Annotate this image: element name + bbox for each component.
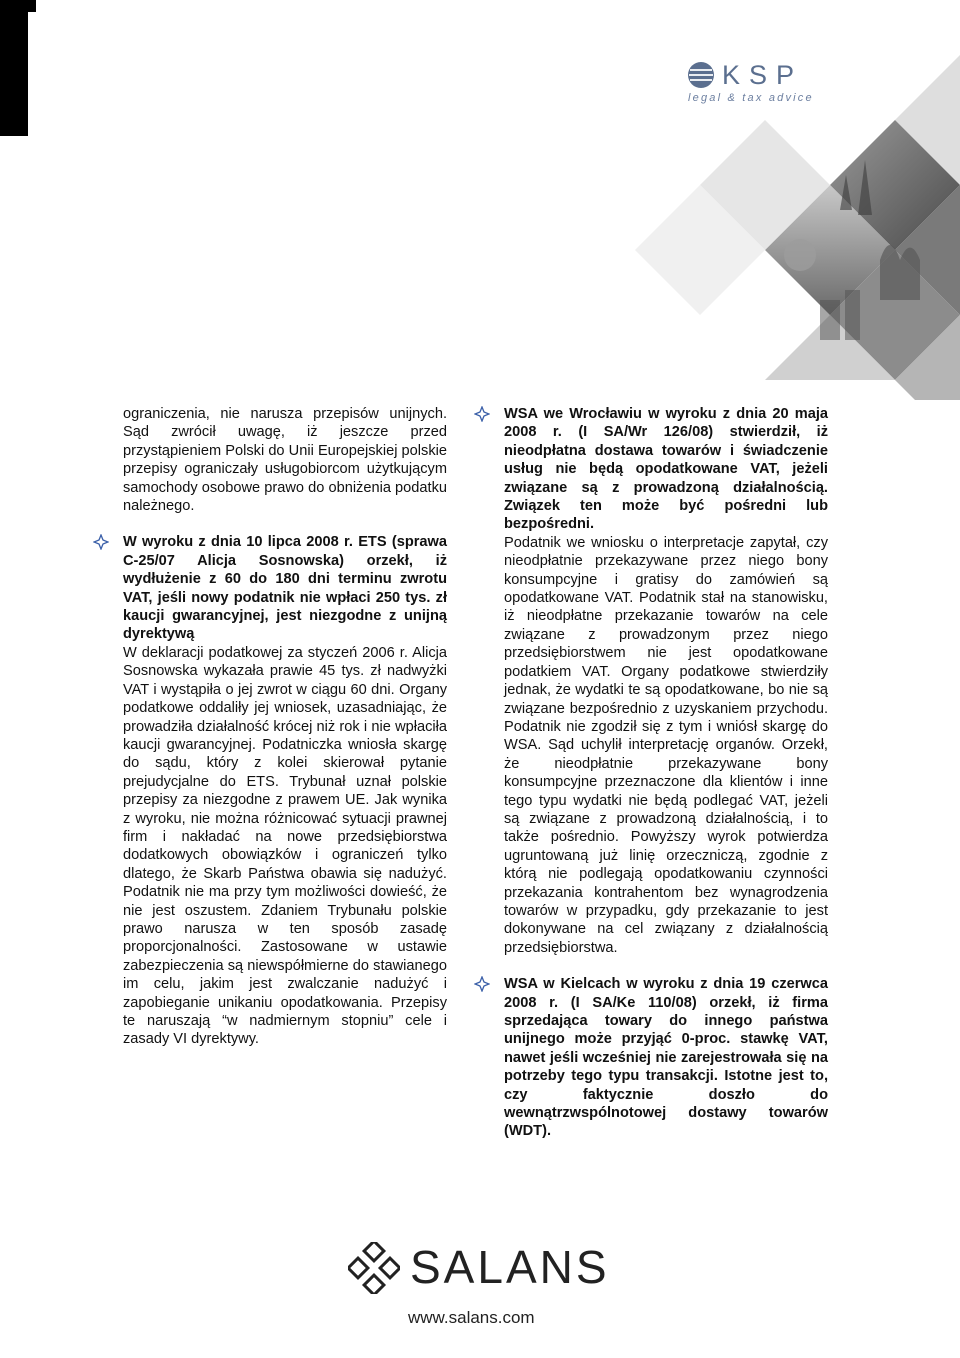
ksp-logo-name: KSP: [722, 60, 804, 90]
bullet-wroclaw-body: Podatnik we wniosku o interpretacje zapytał, czy nieodpłatnie przekazywane przez niego bony konsumpcyjne i gratisy do zamówień są opodatkowane VAT. Podatnik stał na stanowisku, iż nieodpłatne przekazanie towarów na cele związane z prowadzonym przez niego przedsiębiorstwem nie jest opodatkowane podatkiem VAT. Organy podatkowe stwierdziły jednak, że wydatki te są opodatkowane, bo nie są związane bezpośrednio z uzyskaniem przychodu. Podatnik nie zgodził się z tym i wniósł skargę do WSA. Sąd uchylił interpretację organów. Orzekł, że nieodpłatnie przekazywane bony konsumpcyjne przeznaczone dla klientów i inne tego typu wydatki nie będą podlegać VAT, jeżeli są związane z prowadzoną działalnością, i to także pośrednio. Powyższy wyrok potwierdza ugruntowaną już linię orzeczniczą, zgodnie z którą nie podlegają opodatkowaniu czynności przekazania kontrahentom bez wynagrodzenia towarów w przypadku, gdy przekazanie to jest dokonywane na cel związany z działalnością przedsiębiorstwa.: [504, 534, 828, 956]
diamond-bullet-icon: [93, 534, 109, 550]
salans-logo: [348, 1242, 618, 1342]
intro-paragraph: ograniczenia, nie narusza przepisów unijnych. Sąd zwrócił uwagę, iż jeszcze przed przystąpieniem Polski do Unii Europejskiej polskie przepisy ograniczały usługobiorcom użytkującym samochody osobowe prawo do obniżenia podatku należnego.: [123, 406, 447, 515]
bullet-item-ets: [123, 533, 447, 1048]
bullet-item-wroclaw: [504, 405, 828, 957]
left-column: [123, 405, 447, 1049]
diamond-bullet-icon: [474, 976, 490, 992]
salans-url[interactable]: www.salans.com: [408, 1308, 535, 1327]
bullet-kielce-heading: WSA w Kielcach w wyroku z dnia 19 czerwca 2008 r. (I SA/Ke 110/08) orzekł, iż firma sprzedająca towary do innego państwa unijnego może przyjąć 0-proc. stawkę VAT, nawet jeśli wcześniej nie zarejestrowała się na potrzeby tego typu transakcji. Istotne jest to, czy faktycznie doszło do wewnątrzwspólnotowej dostawy towarów (WDT).: [504, 976, 828, 1140]
bullet-ets-heading: W wyroku z dnia 10 lipca 2008 r. ETS (sprawa C-25/07 Alicja Sosnowska) orzekł, iż wydłużenie z 60 do 180 dni terminu zwrotu VAT, jeśli nowy podatnik nie wpłaci 250 tys. zł kaucji gwarancyjnej, jest niezgodne z unijną dyrektywą: [123, 534, 447, 643]
ksp-logo-tagline: legal & tax advice: [688, 92, 814, 104]
salans-wordmark: SALANS: [410, 1241, 610, 1293]
bullet-wroclaw-heading: WSA we Wrocławiu w wyroku z dnia 20 maja 2008 r. (I SA/Wr 126/08) stwierdził, iż nieodpłatna dostawa towarów i świadczenie usług nie będą opodatkowane VAT, jeżeli związane są z prowadzoną działalnością. Związek ten może być pośredni lub bezpośredni.: [504, 406, 828, 533]
diamond-bullet-icon: [474, 406, 490, 422]
bullet-item-kielce: [504, 975, 828, 1141]
right-column: [504, 405, 828, 1141]
ksp-logo: [686, 58, 826, 108]
globe-icon: [686, 60, 716, 90]
bullet-ets-body: W deklaracji podatkowej za styczeń 2006 r. Alicja Sosnowska wykazała prawie 45 tys. zł nadwyżki VAT i wystąpiła o jej zwrot w ciągu 60 dni. Organy podatkowe oddaliły jej wniosek, uzasadniając, że prowadziła działalność krócej niż rok i nie wpłaciła kaucji gwarancyjnej. Podatniczka wniosła skargę do sądu, który z kolei skierował pytanie prejudycjalne do ETS. Trybunał uznał polskie przepisy za niezgodne z prawem UE. Jak wynika z wyroku, nie można różnicować sytuacji prawnej firm i nakładać na nowe przedsiębiorstwa dodatkowych obowiązków i ograniczeń tylko dlatego, że Skarb Państwa obawia się nadużyć. Podatnik nie ma przy tym możliwości dowieść, że nie jest oszustem. Zdaniem Trybunału polskie prawo narusza w ten sposób zasadę proporcjonalności. Zastosowane w ustawie zabezpieczenia są niewspółmierne do stawianego im celu, jakim jest zwalczanie nadużyć i zapobieganie unikaniu opodatkowania. Przepisy te naruszają “w nadmiernym stopniu” cele i zasady VI dyrektywy.: [123, 644, 447, 1048]
salans-diamond-icon: [348, 1242, 400, 1294]
